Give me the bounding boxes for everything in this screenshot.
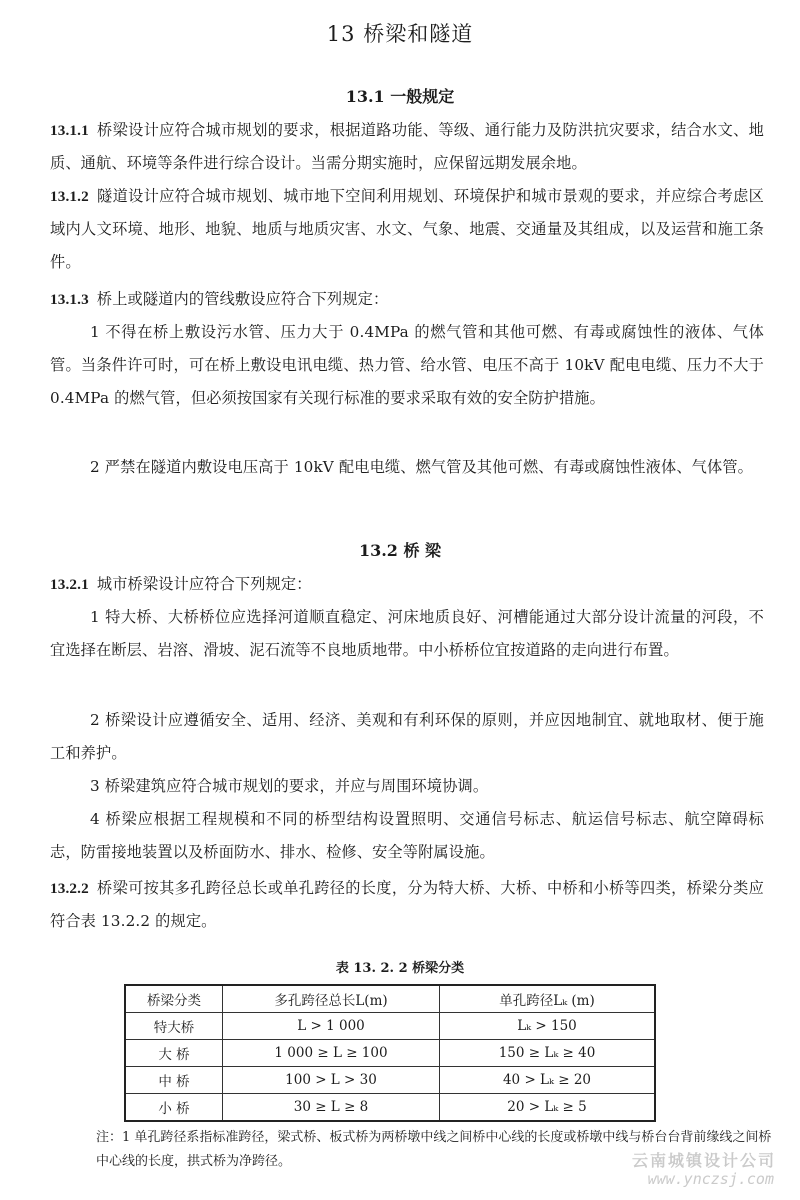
table-cell: L > 1 000 (223, 1013, 440, 1040)
table-cell: 中 桥 (125, 1067, 223, 1094)
table-row (125, 1040, 655, 1067)
clause-13-2-2 (50, 872, 764, 938)
section-title-13-2: 13.2 桥 梁 (358, 541, 442, 560)
watermark-company-name: 云南城镇设计公司 (631, 1151, 776, 1170)
table-row (125, 1013, 655, 1040)
table-cell: Lₖ > 150 (440, 1013, 656, 1040)
clause-number: 13.1.3 (50, 291, 89, 308)
bridge-classification-table (124, 984, 656, 1122)
clause-13-2-1-item-2: 2 桥梁设计应遵循安全、适用、经济、美观和有利环保的原则，并应因地制宜、就地取材、便于施工和养护。 (50, 711, 764, 762)
table-cell: 150 ≥ Lₖ ≥ 40 (440, 1040, 656, 1067)
clause-number: 13.1.1 (50, 122, 89, 139)
table-row (125, 1094, 655, 1122)
clause-text: 隧道设计应符合城市规划、城市地下空间利用规划、环境保护和城市景观的要求，并应综合考虑区域内人文环境、地形、地貌、地质与地质灾害、水文、气象、地震、交通量及其组成，以及运营和施工条件。 (50, 187, 764, 271)
table-cell: 大 桥 (125, 1040, 223, 1067)
table-cell: 30 ≥ L ≥ 8 (223, 1094, 440, 1122)
clause-13-2-1-item-3: 3 桥梁建筑应符合城市规划的要求，并应与周围环境协调。 (90, 777, 489, 795)
clause-text: 城市桥梁设计应符合下列规定： (96, 575, 312, 593)
clause-13-1-1 (50, 114, 764, 180)
section-title-13-1: 13.1 一般规定 (345, 87, 455, 106)
watermark-url: www.ynczsj.com (647, 1170, 774, 1188)
clause-number: 13.2.2 (50, 880, 89, 897)
table-cell: 特大桥 (125, 1013, 223, 1040)
table-header-cell: 单孔跨径Lₖ (m) (440, 985, 656, 1013)
table-caption: 表 13. 2. 2 桥梁分类 (335, 961, 465, 976)
clause-13-2-1-item-1: 1 特大桥、大桥桥位应选择河道顺直稳定、河床地质良好、河槽能通过大部分设计流量的河段，不宜选择在断层、岩溶、滑坡、泥石流等不良地质地带。中小桥桥位宜按道路的走向进行布置。 (50, 608, 764, 659)
table-cell: 1 000 ≥ L ≥ 100 (223, 1040, 440, 1067)
clause-13-1-3-item-1: 1 不得在桥上敷设污水管、压力大于 0.4MPa 的燃气管和其他可燃、有毒或腐蚀性的液体、气体管。当条件许可时，可在桥上敷设电讯电缆、热力管、给水管、电压不高于 10kV 配电电缆、压力不大于 0.4MPa 的燃气管，但必须按国家有关现行标准的要求采取有效的安全防护措施。 (50, 323, 764, 407)
table-cell: 40 > Lₖ ≥ 20 (440, 1067, 656, 1094)
clause-text: 桥梁可按其多孔跨径总长或单孔跨径的长度，分为特大桥、大桥、中桥和小桥等四类，桥梁分类应符合表 13.2.2 的规定。 (50, 879, 764, 930)
table-cell: 20 > Lₖ ≥ 5 (440, 1094, 656, 1122)
table-cell: 100 > L > 30 (223, 1067, 440, 1094)
clause-13-1-3 (50, 283, 764, 316)
clause-13-1-3-item-2: 2 严禁在隧道内敷设电压高于 10kV 配电电缆、燃气管及其他可燃、有毒或腐蚀性液体、气体管。 (90, 458, 754, 476)
chapter-title: 13 桥梁和隧道 (326, 22, 474, 46)
clause-13-2-1 (50, 568, 764, 601)
table-header-cell: 桥梁分类 (125, 985, 223, 1013)
clause-13-1-2 (50, 180, 764, 279)
clause-number: 13.1.2 (50, 188, 89, 205)
table-row (125, 1067, 655, 1094)
clause-13-2-1-item-4: 4 桥梁应根据工程规模和不同的桥型结构设置照明、交通信号标志、航运信号标志、航空障碍标志，防雷接地装置以及桥面防水、排水、检修、安全等附属设施。 (50, 810, 764, 861)
clause-text: 桥上或隧道内的管线敷设应符合下列规定： (96, 290, 389, 308)
table-cell: 小 桥 (125, 1094, 223, 1122)
table-header-row (125, 985, 655, 1013)
clause-text: 桥梁设计应符合城市规划的要求，根据道路功能、等级、通行能力及防洪抗灾要求，结合水文、地质、通航、环境等条件进行综合设计。当需分期实施时，应保留远期发展余地。 (50, 121, 764, 172)
table-note: 注：1 单孔跨径系指标准跨径，梁式桥、板式桥为两桥墩中线之间桥中心线的长度或桥墩中线与桥台台背前缘线之间桥中心线的长度，拱式桥为净跨径。 (96, 1130, 772, 1169)
clause-number: 13.2.1 (50, 576, 89, 593)
table-header-cell: 多孔跨径总长L(m) (223, 985, 440, 1013)
